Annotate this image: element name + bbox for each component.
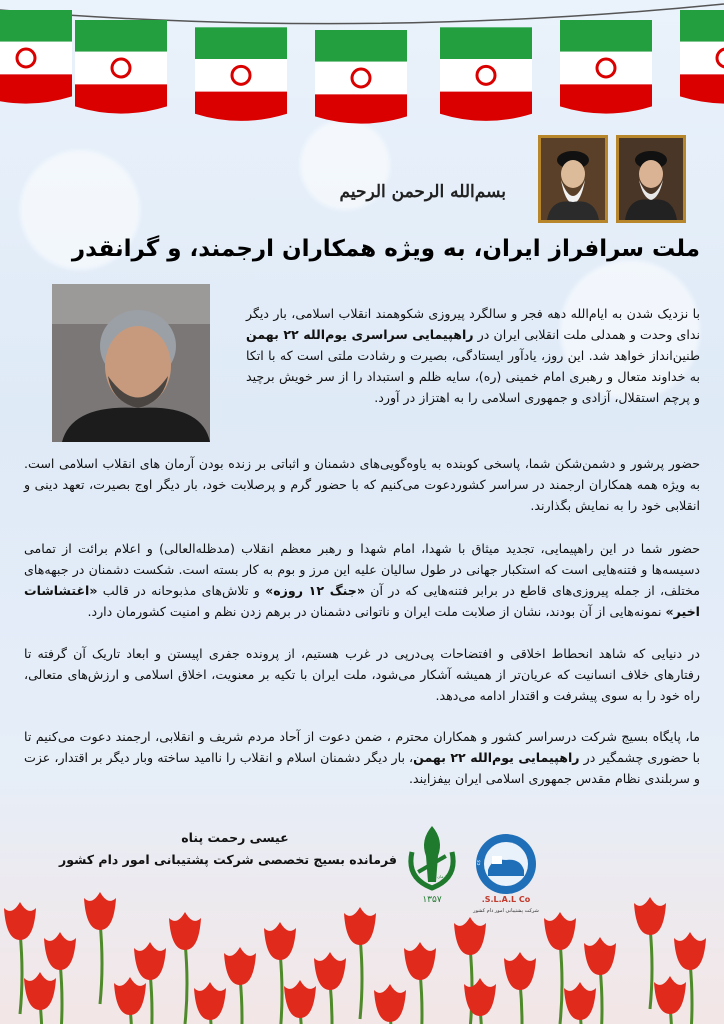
tulip-icon: [169, 912, 201, 1024]
iran-flag-pennant: [75, 20, 167, 114]
iran-flag-pennant: [680, 10, 724, 104]
tulip-icon: [114, 977, 146, 1024]
paragraph-west: در دنیایی که شاهد انحطاط اخلاقی و افتضاحات پی‌درپی در غرب هستیم، از پرونده جفری اپیستن و ابعاد تاریک آن گرفته تا رفتارهای خلاف انسانیت که عریان‌تر از همیشه آشکار می‌شود، ملت ایران با تکیه بر معنویت، اخلاق اسلامی و ارزش‌های متعالی، راه خود را به سوی پیشرفت و اقتدار ادامه می‌دهد.: [24, 645, 700, 703]
person-photo-icon: [52, 284, 210, 442]
highlight-22-bahman: راهپیمایی یوم‌الله ۲۲ بهمن: [413, 749, 580, 765]
tulip-icon: [134, 942, 166, 1024]
tulip-icon: [84, 892, 116, 1004]
tulip-icon: [194, 982, 226, 1024]
highlight-12-day-war: «جنگ ۱۲ روزه»: [265, 582, 365, 598]
tulip-icon: [44, 932, 76, 1024]
highlight-recent-riots: «اغتشاشات اخیر»: [24, 582, 700, 619]
portrait-figure-icon: [619, 138, 683, 220]
portrait-figure-icon: [541, 138, 605, 220]
bismillah: بسم‌الله الرحمن الرحیم: [339, 182, 506, 202]
tulip-icon: [464, 978, 496, 1024]
tulip-icon: [404, 942, 436, 1024]
tulip-icon: [674, 932, 706, 1024]
signature-title: فرمانده بسیج تخصصی شرکت پشتیبانی امور دام کشور: [59, 852, 397, 867]
iran-flag-pennant: [0, 10, 72, 104]
iran-flag-pennant: [560, 20, 652, 114]
slal-arc-text: cs: [475, 859, 483, 866]
iran-flag-pennant: [315, 30, 407, 124]
iran-flag-pennant: [440, 27, 532, 121]
tulip-field: [0, 864, 724, 1024]
tulip-icon: [564, 982, 596, 1024]
portrait-leader: [616, 135, 686, 223]
paragraph-covenant: حضور شما در این راهپیمایی، تجدید میثاق با شهدا، امام شهدا و رهبر معظم انقلاب (مدظله‌العالی) و اعلام برائت از تمامی دسیسه‌ها و فتنه‌هایی است که استکبار جهانی در طول سالیان علیه این مرز و بوم به کار بسته است. شکست دشمنان در جبهه‌های مختلف، از جمله پیروزی‌های قاطع در برابر فتنه‌هایی که در آن «جنگ ۱۲ روزه» و تلاش‌های مذبوحانه در قالب «اغتشاشات اخیر» نمونه‌هایی از آن بودند، نشان از صلابت ملت ایران و ناتوانی دشمنان در برهم زدن نظم و امنیت کشورمان دارد.: [24, 540, 700, 619]
slal-abbr: S.L.A.L Co.: [481, 895, 531, 904]
tulip-icon: [374, 984, 406, 1024]
tulip-icon: [24, 972, 56, 1024]
signature-name: عیسی رحمت پناه: [181, 830, 289, 845]
highlight-march: راهپیمایی سراسری یوم‌الله ۲۲ بهمن: [246, 326, 474, 342]
portrait-imam: [538, 135, 608, 223]
slal-caption: شرکت پشتیبانی امور دام کشور: [473, 908, 539, 914]
paragraph-presence: حضور پرشور و دشمن‌شکن شما، پاسخی کوبنده به یاوه‌گویی‌های دشمنان و اثباتی بر زنده بودن آرمان های انقلاب اسلامی است. به ویژه همه همکاران ارجمند در سراسر کشوردعوت می‌کنیم که با حضور گرم و پرصلابت خود، بار دیگر اوج بصیرت، تعهد دینی و انقلابی خود را به نمایش بگذارند.: [24, 455, 700, 513]
tulip-icon: [224, 947, 256, 1024]
commander-photo: [52, 284, 210, 442]
page-title: ملت سرافراز ایران، به ویژه همکاران ارجمند، و گرانقدر: [71, 236, 700, 262]
basij-year: ۱۳۵۷: [422, 895, 442, 905]
tulip-icon: [314, 952, 346, 1024]
iran-flag-pennant: [195, 27, 287, 121]
tulip-icon: [344, 907, 376, 1019]
paragraph-invitation: ما، پایگاه بسیج شرکت درسراسر کشور و همکاران محترم ، ضمن دعوت از آحاد مردم شریف و انقلابی، ارجمند دعوت می‌کنیم تا با حضوری چشمگیر در راهپیمایی یوم‌الله ۲۲ بهمن، بار دیگر دشمنان اسلام و انقلاب را ناامید ساخته وبار دیگر بر اقتدار، عزت و سربلندی نظام مقدس جمهوری اسلامی ایران بیفزایند.: [24, 728, 700, 786]
tulip-icon: [284, 980, 316, 1024]
flag-bunting: [0, 0, 724, 140]
paragraph-intro: با نزدیک شدن به ایام‌الله دهه فجر و سالگرد پیروزی شکوهمند انقلاب اسلامی، بار دیگر ندای وحدت و همدلی ملت انقلابی ایران در راهپیمایی سراسری یوم‌الله ۲۲ بهمن طنین‌انداز خواهد شد. این روز، یادآور ایستادگی، بصیرت و رشادت ملتی است که با اتکا به خداوند متعال و رهبری امام خمینی (ره)، سایه ظلم و استبداد را از سر خویش برچید و پرچم استقلال، آزادی و جمهوری اسلامی را به اهتزاز در آورد.: [246, 305, 700, 405]
basij-text: سازمان بسیج: [427, 874, 450, 879]
tulip-icon: [654, 976, 686, 1024]
tulip-icon: [504, 952, 536, 1024]
